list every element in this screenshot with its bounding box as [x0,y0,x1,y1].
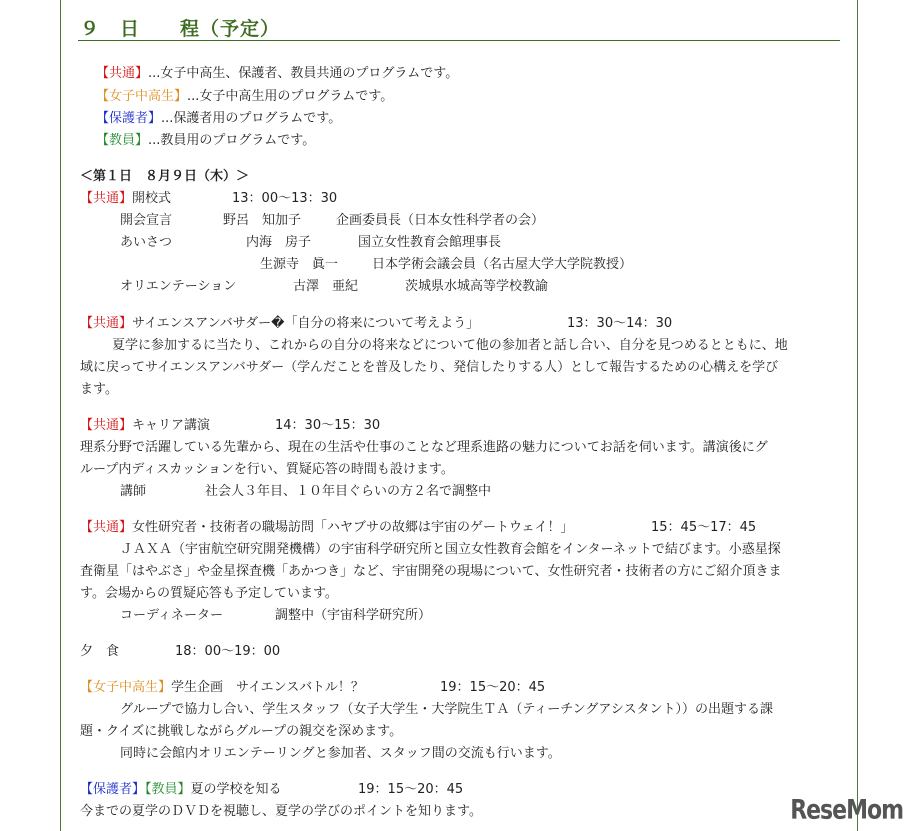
person-title: 国立女性教育会館理事長 [358,235,502,250]
description-line: ます。 [80,382,118,397]
battle-heading: 【女子中高生】学生企画 サイエンスバトル！？ [80,680,364,695]
person-title: 日本学術会議会員（名古屋大学大学院教授） [372,257,633,272]
person-title: 茨城県水城高等学校教諭 [405,279,549,294]
ambassador-heading: 【共通】サイエンスアンバサダー�「自分の将来について考えよう」 [80,316,480,331]
role: オリエンテーション [120,279,237,294]
role: あいさつ [120,235,173,250]
description-line: 今までの夏学のＤＶＤを視聴し、夏学の学びのポイントを知ります。 [80,804,482,819]
summer-heading: 【保護者】【教員】夏の学校を知る [80,782,282,797]
description-line: ＪＡＸＡ（宇宙航空研究開発機構）の宇宙科学研究所と国立女性教育会館をインターネットで結びます。小惑星探 [120,542,781,557]
description-line: 同時に会館内オリエンテーリングと参加者、スタッフ間の交流も行います。 [120,746,561,761]
description-line: 題・クイズに挑戦しながらグループの親交を深めます。 [80,724,403,739]
battle-time: 19：15〜20：45 [440,680,546,695]
person-title: 企画委員長（日本女性科学者の会） [336,213,545,228]
coordinator: 調整中（宇宙科学研究所） [275,608,432,623]
person-name: 野呂 知加子 [223,213,302,228]
resemom-logo: ReseMom [790,795,903,826]
right-border [857,0,858,831]
description-line: 域に戻ってサイエンスアンバサダー（学んだことを普及したり、発信したりする人）として報告するための心構えを学び [80,360,779,375]
person-name: 生源寺 眞一 [260,257,339,272]
lecturer: 社会人３年目、１０年目ぐらいの方２名で調整中 [205,484,492,499]
summer-time: 19：15〜20：45 [358,782,464,797]
ambassador-time: 13：30〜14：30 [567,316,673,331]
legend-item: 【女子中高生】...女子中高生用のプログラムです。 [96,89,394,104]
person-name: 内海 房子 [246,235,312,250]
description-line: グループで協力し合い、学生スタッフ（女子大学生・大学院生ＴＡ（ティーチングアシスタント））の出題する課 [120,702,773,717]
person-name: 古澤 亜紀 [293,279,359,294]
dinner-time: 18：00〜19：00 [175,644,281,659]
legend-item: 【共通】...女子中高生、保護者、教員共通のプログラムです。 [96,66,459,81]
description-line: す。会場からの質疑応答も予定しています。 [80,586,338,601]
coordinator-label: コーディネーター [120,608,223,623]
role: 開会宣言 [120,213,173,228]
description-line: 理系分野で活躍している先輩から、現在の生活や仕事のことなど理系進路の魅力についてお話を伺います。講演後にグ [80,440,768,455]
left-border [60,0,61,831]
dinner-heading: 夕 食 [80,644,120,659]
title-underline [78,40,840,41]
description-line: 夏学に参加するに当たり、これからの自分の将来などについて他の参加者と話し合い、自分を見つめるとともに、地 [112,338,788,353]
career-heading: 【共通】キャリア講演 [80,418,211,433]
lecturer-label: 講師 [120,484,147,499]
description-line: ループ内ディスカッションを行い、質疑応答の時間も設けます。 [80,462,454,477]
visit-heading: 【共通】女性研究者・技術者の職場訪問「ハヤブサの故郷は宇宙のゲートウェイ！」 [80,520,574,535]
legend-item: 【教員】...教員用のプログラムです。 [96,133,316,148]
opening-time: 13：00〜13：30 [232,191,338,206]
visit-time: 15：45〜17：45 [651,520,757,535]
description-line: 査衛星「はやぶさ」や金星探査機「あかつき」など、宇宙開発の現場について、女性研究者・技術者の方にご紹介頂きま [80,564,782,579]
day-heading: ＜第１日 ８月９日（木）＞ [80,169,250,184]
legend-item: 【保護者】...保護者用のプログラムです。 [96,111,342,126]
page-title: ９ 日 程（予定） [80,18,281,40]
career-time: 14：30〜15：30 [275,418,381,433]
opening-heading: 【共通】開校式 [80,191,172,206]
